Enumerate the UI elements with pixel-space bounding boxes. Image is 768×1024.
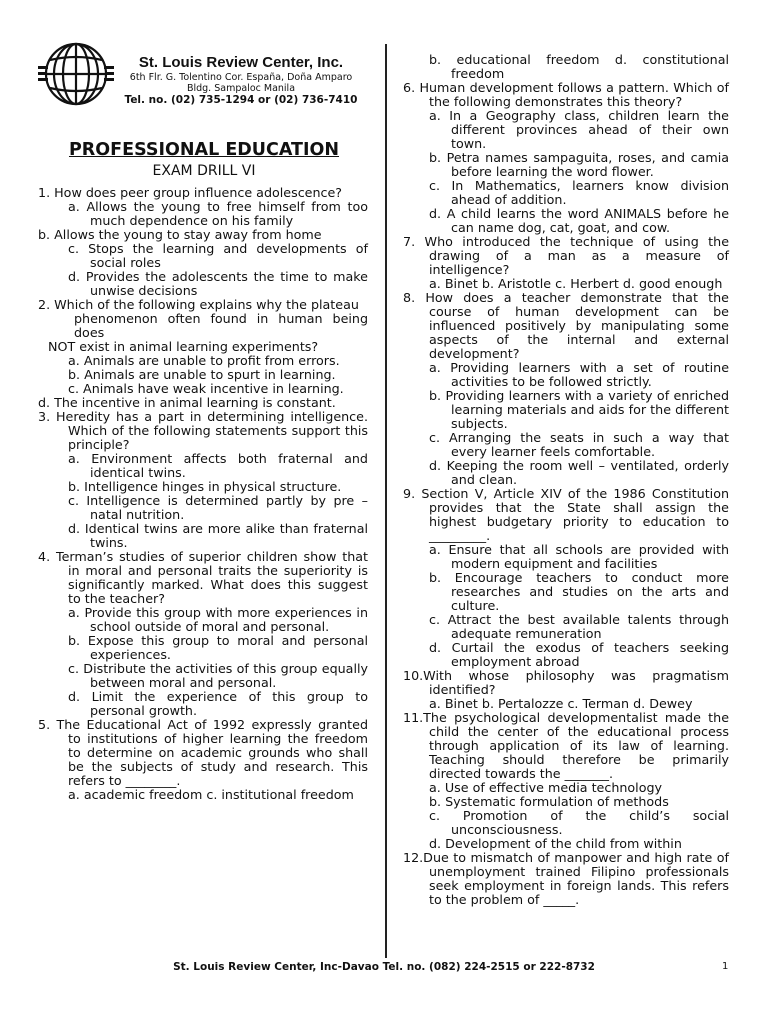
globe-logo-icon — [38, 40, 114, 108]
answer-3d: d. Identical twins are more alike than fraternal twins. — [68, 521, 368, 550]
page-number: 1 — [722, 961, 729, 972]
answer-3c: c. Intelligence is determined partly by pre – natal nutrition. — [68, 493, 368, 522]
answer-5a: a. academic freedom c. institutional freedom — [68, 787, 354, 802]
answer-4d: d. Limit the experience of this group to personal growth. — [68, 689, 368, 718]
question-11: 11.The psychological developmentalist made the child the center of the educational process through application of its law of learning. Teaching should therefore be primarily directed towards the _______. — [403, 710, 729, 781]
answer-7: a. Binet b. Aristotle c. Herbert d. good enough — [429, 276, 723, 291]
letterhead — [116, 54, 366, 106]
address-line-1: 6th Flr. G. Tolentino Cor. España, Doña Amparo — [129, 72, 353, 83]
exam-subtitle: EXAM DRILL VI — [152, 163, 256, 179]
answer-9b: b. Encourage teachers to conduct more researches and studies on the arts and culture. — [429, 570, 729, 613]
answer-11a: a. Use of effective media technology — [429, 780, 663, 795]
answer-6d: d. A child learns the word ANIMALS before he can name dog, cat, goat, and cow. — [429, 206, 729, 235]
answer-6c: c. In Mathematics, learners know division ahead of addition. — [429, 178, 729, 207]
right-column — [403, 53, 729, 907]
answer-2d: d. The incentive in animal learning is constant. — [38, 395, 336, 410]
question-6: 6. Human development follows a pattern. Which of the following demonstrates this theory? — [403, 80, 729, 109]
answer-11b: b. Systematic formulation of methods — [429, 794, 669, 809]
question-2-line3: NOT exist in animal learning experiments? — [48, 339, 319, 354]
exam-title: PROFESSIONAL EDUCATION — [68, 140, 340, 160]
answer-9d: d. Curtail the exodus of teachers seeking employment abroad — [429, 640, 729, 669]
answer-1c: c. Stops the learning and developments of social roles — [68, 241, 368, 270]
answer-5b: b. educational freedom d. constitutional freedom — [429, 52, 729, 81]
answer-2c: c. Animals have weak incentive in learning. — [68, 381, 344, 396]
answer-9c: c. Attract the best available talents through adequate remuneration — [429, 612, 729, 641]
answer-1d: d. Provides the adolescents the time to make unwise decisions — [68, 269, 368, 298]
question-2-line2: phenomenon often found in human being does — [74, 311, 368, 340]
answer-1a: a. Allows the young to free himself from too much dependence on his family — [68, 199, 368, 228]
answer-8a: a. Providing learners with a set of routine activities to be followed strictly. — [429, 360, 729, 389]
answer-8c: c. Arranging the seats in such a way that every learner feels comfortable. — [429, 430, 729, 459]
left-column — [38, 186, 368, 802]
answer-2a: a. Animals are unable to profit from errors. — [68, 353, 340, 368]
answer-8d: d. Keeping the room well – ventilated, orderly and clean. — [429, 458, 729, 487]
answer-6b: b. Petra names sampaguita, roses, and camia before learning the word flower. — [429, 150, 729, 179]
column-divider — [385, 44, 387, 958]
question-2: 2. Which of the following explains why the plateau — [38, 297, 359, 312]
question-10: 10.With whose philosophy was pragmatism identified? — [403, 668, 729, 697]
answer-6a: a. In a Geography class, children learn the different provinces ahead of their own town. — [429, 108, 729, 151]
answer-8b: b. Providing learners with a variety of enriched learning materials and aids for the different subjects. — [429, 388, 729, 431]
answer-4a: a. Provide this group with more experiences in school outside of moral and personal. — [68, 605, 368, 634]
answer-3b: b. Intelligence hinges in physical structure. — [68, 479, 342, 494]
address-line-2: Bldg. Sampaloc Manila — [186, 83, 296, 94]
answer-3a: a. Environment affects both fraternal and identical twins. — [68, 451, 368, 480]
telephone: Tel. no. (02) 735-1294 or (02) 736-7410 — [124, 94, 358, 106]
question-8: 8. How does a teacher demonstrate that the course of human development can be influenced positively by manipulating some aspects of the internal and external development? — [403, 290, 729, 361]
question-1: 1. How does peer group influence adolescence? — [38, 185, 343, 200]
answer-9a: a. Ensure that all schools are provided with modern equipment and facilities — [429, 542, 729, 571]
answer-1b: b. Allows the young to stay away from home — [38, 227, 322, 242]
question-4: 4. Terman’s studies of superior children show that in moral and personal traits the superiority is significantly marked. What does this suggest to the teacher? — [38, 549, 368, 606]
org-name: St. Louis Review Center, Inc. — [138, 54, 344, 71]
answer-11c: c. Promotion of the child’s social unconsciousness. — [429, 808, 729, 837]
answer-4c: c. Distribute the activities of this group equally between moral and personal. — [68, 661, 368, 690]
question-9: 9. Section V, Article XIV of the 1986 Constitution provides that the State shall assign the highest budgetary priority to education to _________. — [403, 486, 729, 543]
question-5: 5. The Educational Act of 1992 expressly granted to institutions of higher learning the freedom to determine on academic grounds who shall be the subjects of study and research. This refers to ________. — [38, 717, 368, 788]
answer-11d: d. Development of the child from within — [429, 836, 682, 851]
answer-4b: b. Expose this group to moral and personal experiences. — [68, 633, 368, 662]
answer-2b: b. Animals are unable to spurt in learning. — [68, 367, 336, 382]
answer-10: a. Binet b. Pertalozze c. Terman d. Dewey — [429, 696, 693, 711]
page-footer: St. Louis Review Center, Inc-Davao Tel. no. (082) 224-2515 or 222-8732 — [173, 961, 595, 973]
question-3: 3. Heredity has a part in determining intelligence. Which of the following statements support this principle? — [38, 409, 368, 452]
question-12: 12.Due to mismatch of manpower and high rate of unemployment trained Filipino professionals seek employment in foreign lands. This refers to the problem of _____. — [403, 850, 729, 907]
question-7: 7. Who introduced the technique of using the drawing of a man as a measure of intelligence? — [403, 234, 729, 277]
